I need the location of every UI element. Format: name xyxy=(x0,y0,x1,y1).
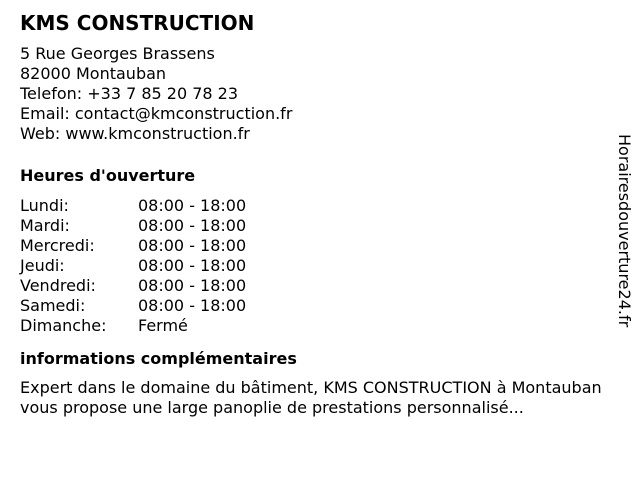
hours-row-saturday xyxy=(20,296,246,316)
opening-hours-table xyxy=(20,196,246,336)
hours-time: 08:00 - 18:00 xyxy=(138,236,247,255)
hours-day: Vendredi: xyxy=(20,276,96,295)
business-card xyxy=(20,10,620,418)
hours-row-friday xyxy=(20,276,246,296)
side-brand-watermark: Horairesdouverture24.fr xyxy=(615,134,634,328)
hours-day: Lundi: xyxy=(20,196,69,215)
hours-time: 08:00 - 18:00 xyxy=(138,216,247,235)
contact-block xyxy=(20,44,620,144)
hours-day: Jeudi: xyxy=(20,256,65,275)
hours-day: Mardi: xyxy=(20,216,70,235)
hours-day: Dimanche: xyxy=(20,316,107,335)
opening-hours-title: Heures d'ouverture xyxy=(20,166,196,185)
hours-time: 08:00 - 18:00 xyxy=(138,196,247,215)
address-city: 82000 Montauban xyxy=(20,64,167,83)
additional-info-text: Expert dans le domaine du bâtiment, KMS CONSTRUCTION à Montauban vous propose une large panoplie de prestations personnalisé... xyxy=(20,378,602,417)
company-name: KMS CONSTRUCTION xyxy=(20,11,255,35)
web-line: Web: www.kmconstruction.fr xyxy=(20,124,250,143)
hours-row-thursday xyxy=(20,256,246,276)
phone-line: Telefon: +33 7 85 20 78 23 xyxy=(20,84,239,103)
hours-row-wednesday xyxy=(20,236,246,256)
hours-time: 08:00 - 18:00 xyxy=(138,296,247,315)
hours-row-sunday xyxy=(20,316,246,336)
address-street: 5 Rue Georges Brassens xyxy=(20,44,215,63)
additional-info-title: informations complémentaires xyxy=(20,349,297,368)
hours-row-tuesday xyxy=(20,216,246,236)
email-line: Email: contact@kmconstruction.fr xyxy=(20,104,293,123)
hours-day: Mercredi: xyxy=(20,236,95,255)
hours-time: 08:00 - 18:00 xyxy=(138,256,247,275)
hours-day: Samedi: xyxy=(20,296,86,315)
hours-time: 08:00 - 18:00 xyxy=(138,276,247,295)
hours-row-monday xyxy=(20,196,246,216)
hours-time: Fermé xyxy=(138,316,188,335)
